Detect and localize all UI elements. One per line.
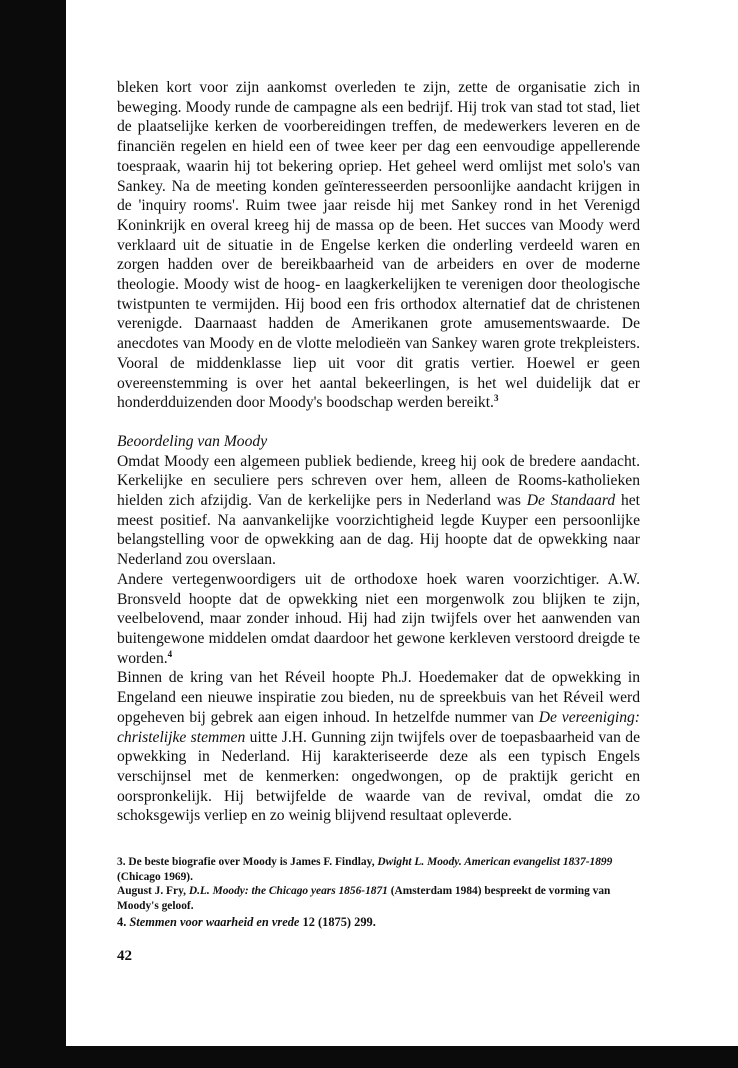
paragraph-text: bleken kort voor zijn aankomst overleden te zijn, zette de organisatie zich in beweging. Moody runde de campagne als een bedrijf. Hij trok van stad tot stad, liet de plaatselijke kerken de voorbereidingen treffen, de medewerkers leveren en de financiën regelen en hield een of twee keer per dag een eenvoudige appellerende toespraak, waarin hij tot bekering opriep. Het geheel werd omlijst met solo's van Sankey. Na de meeting konden geïnteresseerden persoonlijke aandacht krijgen in de 'inquiry rooms'. Ruim twee jaar reisde hij met Sankey rond in het Verenigd Koninkrijk en overal kreeg hij de massa op de been. Het succes van Moody werd verklaard uit de situatie in de Engelse kerken die onderling verdeeld waren en zorgen hadden over de bereikbaarheid van de arbeiders en over de moderne theologie. Moody wist de hoog- en laagkerkelijken te verenigen door theologische twistpunten te vermijden. Hij bood een fris orthodox alternatief dat de christenen verenigde. Daarnaast hadden de Amerikanen grote amusementswaarde. De anecdotes van Moody en de vlotte melodieën van Sankey waren grote trekpleisters. Vooral de middenklasse liep uit voor dit gratis vertier. Hoewel er geen overeenstemming is over het aantal bekeerlingen, is het wel duidelijk dat er honderdduizenden door Moody's boodschap werden bereikt. <box>117 79 640 412</box>
paragraph-orthodox <box>117 570 640 669</box>
paragraph-reveil <box>117 668 640 826</box>
footnote-4 <box>117 915 640 930</box>
page-number: 42 <box>117 948 132 964</box>
footnote-3 <box>117 855 640 884</box>
footnote-title: Dwight L. Moody. American evangelist 1837-1899 <box>377 856 613 868</box>
footnote-ref-3[interactable]: 3 <box>493 393 499 404</box>
scan-edge-left <box>0 0 66 1068</box>
footnote-title: D.L. Moody: the Chicago years 1856-1871 <box>188 885 388 898</box>
footnotes <box>117 855 640 930</box>
title-de-vereeniging: De vereeniging: christelijke stemmen <box>117 708 640 746</box>
paragraph-text: Andere vertegenwoordigers uit de orthodoxe hoek waren voorzichtiger. A.W. Bronsveld hoopte dat de opwekking niet een morgenwolk zou blijken te zijn, veelbelovend, maar zonder inhoud. Hij had zijn twijfels over het aanwenden van buitengewone middelen omdat daardoor het gewone kerkleven verstoord dreigde te worden. <box>117 570 640 667</box>
footnote-3-continued <box>117 884 640 913</box>
footnote-ref-4[interactable]: 4 <box>167 648 173 659</box>
paragraph-text: Binnen de kring van het Réveil hoopte Ph.J. Hoedemaker dat de opwekking in Engeland een nieuwe inspiratie zou bieden, nu de spreekbuis van het Réveil werd opgeheven bij gebrek aan eigen inhoud. In hetzelfde nummer van <box>117 669 640 726</box>
paragraph-text: Omdat Moody een algemeen publiek bediende, kreeg hij ook de bredere aandacht. Kerkelijke en seculiere pers schreven over hem, alleen de Rooms-katholieken hielden zich afzijdig. Van de kerkelijke pers in Nederland was <box>117 452 640 510</box>
main-text <box>117 78 640 826</box>
footnote-text: 3. De beste biografie over Moody is James F. Findlay, <box>117 856 375 868</box>
paragraph-press <box>117 452 640 570</box>
footnote-text: (Amsterdam 1984) bespreekt de vorming van Moody's geloof. <box>117 885 611 912</box>
page-body <box>117 78 640 826</box>
footnote-text: 4. <box>117 915 127 930</box>
footnote-text: 12 (1875) 299. <box>302 915 376 930</box>
section-heading: Beoordeling van Moody <box>117 432 268 450</box>
paragraph-text: uitte J.H. Gunning zijn twijfels over de toepasbaarheid van de opwekking in Nederland. Hij karakteriseerde deze als een typisch Engels verschijnsel met de kenmerken: ongedwongen, op de praktijk gericht en oorspronkelijk. Hij betwijfelde de waarde van de revival, omdat die zo schoksgewijs verliep en zo weinig blijvend resultaat opleverde. <box>117 728 640 825</box>
paragraph-text: het meest positief. Na aanvankelijke voorzichtigheid legde Kuyper een persoonlijke belangstelling voor de opwekking aan de dag. Hij hoopte dat de opwekking naar Nederland zou overslaan. <box>117 492 640 569</box>
footnote-text: (Chicago 1969). <box>117 870 193 883</box>
paragraph-moody-campaign <box>117 78 640 413</box>
scan-edge-bottom <box>0 1046 738 1068</box>
title-de-standaard: De Standaard <box>526 492 616 510</box>
footnote-text: August J. Fry, <box>117 885 186 898</box>
footnote-title: Stemmen voor waarheid en vrede <box>129 915 300 930</box>
